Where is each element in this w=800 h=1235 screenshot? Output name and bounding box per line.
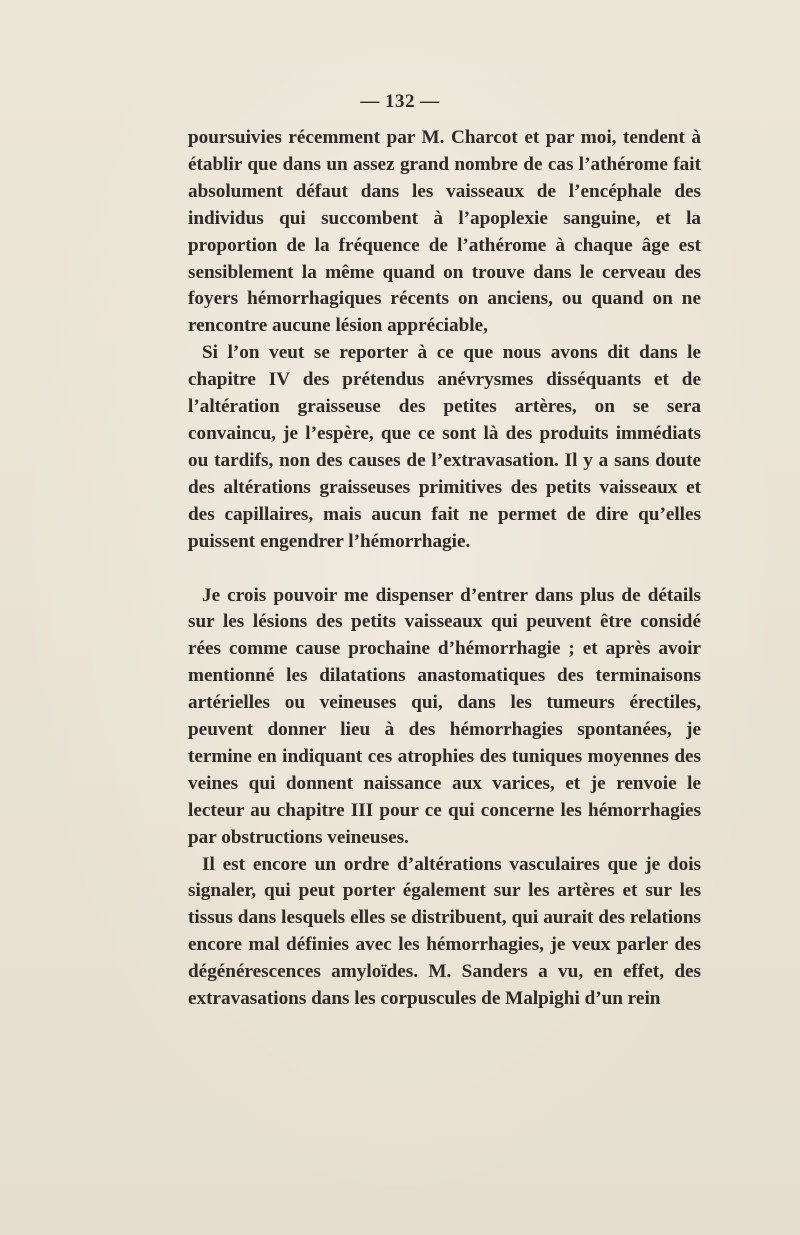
paragraph-1: poursuivies récemment par M. Charcot et par moi, tendent à établir que dans un assez grand nombre de cas l’athérome fait absolument défaut dans les vaisseaux de l’encéphale des individus qui succombent à l’apoplexie sanguine, et la proportion de la fréquence de l’athérome à chaque âge est sensiblement la même quand on trouve dans le cerveau des foyers hémorrhagiques récents on anciens, ou quand on ne rencontre aucune lésion appréciable,	[188, 127, 701, 337]
paragraph-4: Il est encore un ordre d’altérations vasculaires que je dois signaler, qui peut porter également sur les artères et sur les tissus dans lesquels elles se distribuent, qui aurait des relations encore mal définies avec les hémorrhagies, je veux parler des dégénérescences amyloïdes. M. Sanders a vu, en effet, des extravasations dans les corpuscules de Malpighi d’un rein	[188, 853, 701, 1010]
paragraph-3: Je crois pouvoir me dispenser d’entrer dans plus de détails sur les lésions des petits vaisseaux qui peuvent être considé rées comme cause prochaine d’hémorrhagie ; et après avoir mentionné les dilatations anastomatiques des terminaisons artérielles ou veineuses qui, dans les tumeurs érectiles, peuvent donner lieu à des hémorrhagies spontanées, je termine en indiquant ces atrophies des tuniques moyennes des veines qui donnent naissance aux varices, et je renvoie le lecteur au chapitre III pour ce qui concerne les hémorrhagies par obstructions veineuses.	[188, 584, 701, 848]
section-gap	[188, 556, 701, 583]
page-number: — 132 —	[360, 91, 440, 112]
page-body	[188, 125, 701, 1013]
paragraph-2: Si l’on veut se reporter à ce que nous avons dit dans le chapitre IV des prétendus anévrysmes disséquants et de l’altération graisseuse des petites artères, on se sera convaincu, je l’espère, que ce sont là des produits immédiats ou tardifs, non des causes de l’extravasation. Il y a sans doute des altérations graisseuses primitives des petits vaisseaux et des capillaires, mais aucun fait ne permet de dire qu’elles puissent engendrer l’hémorrhagie.	[188, 342, 701, 552]
